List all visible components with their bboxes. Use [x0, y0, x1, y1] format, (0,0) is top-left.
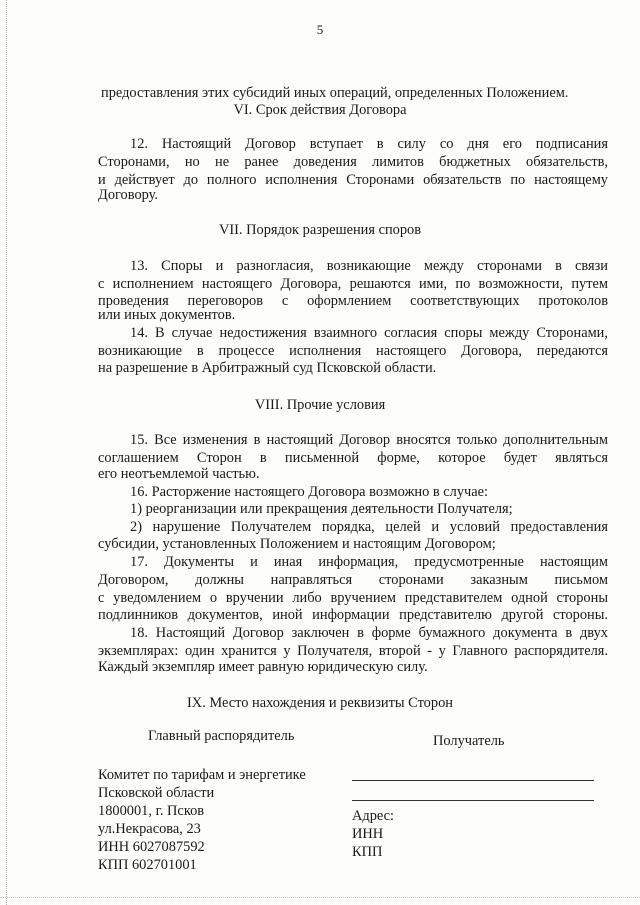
paragraph-16-line-2: 1) реорганизации или прекращения деятельности Получателя;: [130, 501, 513, 517]
right-inn-label: ИНН: [352, 826, 384, 842]
paragraph-13-line-3: проведения переговоров с оформлением соответствующих протоколов: [98, 293, 608, 309]
left-org-line-1: Комитет по тарифам и энергетике: [98, 767, 306, 783]
paragraph-15-line-1: 15. Все изменения в настоящий Договор вносятся только дополнительным: [130, 432, 608, 448]
paragraph-12-line-4: Договору.: [98, 187, 158, 203]
paragraph-14-line-3: на разрешение в Арбитражный суд Псковской области.: [98, 360, 437, 376]
paragraph-13-line-1: 13. Споры и разногласия, возникающие между сторонами в связи: [130, 258, 608, 274]
left-org-line-2: Псковской области: [98, 785, 215, 801]
right-blank-line-1: [352, 780, 594, 781]
right-address-label: Адрес:: [352, 808, 395, 824]
paragraph-13-line-4: или иных документов.: [98, 307, 236, 323]
paragraph-15-line-2: соглашением Сторон в письменной форме, которое будет являться: [98, 450, 608, 466]
left-postal-index: 1800001, г. Псков: [98, 803, 205, 819]
paragraph-16-line-1: 16. Расторжение настоящего Договора возможно в случае:: [130, 484, 489, 500]
paragraph-15-line-3: его неотъемлемой частью.: [98, 466, 260, 482]
paragraph-16-line-3: 2) нарушение Получателем порядка, целей и условий предоставления: [130, 519, 608, 535]
left-street: ул.Некрасова, 23: [98, 821, 201, 837]
left-inn: ИНН 6027087592: [98, 839, 205, 855]
text-line: предоставления этих субсидий иных операций, определенных Положением.: [101, 85, 569, 101]
paragraph-14-line-1: 14. В случае недостижения взаимного согласия споры между Сторонами,: [130, 325, 608, 341]
page-number: 5: [316, 22, 324, 37]
section-heading-vii: VII. Порядок разрешения споров: [218, 222, 422, 238]
paragraph-17-line-4: подлинников документов, иной информации представителю другой стороны.: [98, 607, 608, 623]
paragraph-12-line-3: и действует до полного исполнения Сторонами обязательств по настоящему: [98, 172, 608, 188]
paragraph-18-line-2: экземплярах: один хранится у Получателя, второй - у Главного распорядителя.: [98, 643, 608, 659]
paragraph-13-line-2: с исполнением настоящего Договора, решаются ими, по возможности, путем: [98, 276, 608, 292]
right-blank-line-2: [352, 800, 594, 801]
paragraph-17-line-3: с уведомлением о вручении либо вручением представителем одной стороны: [98, 590, 608, 606]
paragraph-12-line-2: Сторонами, но не ранее доведения лимитов бюджетных обязательств,: [98, 154, 608, 170]
scan-edge-bottom: [0, 897, 640, 899]
paragraph-18-line-3: Каждый экземпляр имеет равную юридическую силу.: [98, 659, 428, 675]
section-heading-viii: VIII. Прочие условия: [254, 397, 386, 413]
section-heading-ix: IX. Место нахождения и реквизиты Сторон: [187, 695, 453, 711]
party-left-title: Главный распорядитель: [148, 728, 295, 744]
paragraph-16-line-4: субсидии, установленных Положением и настоящим Договором;: [98, 536, 496, 552]
paragraph-18-line-1: 18. Настоящий Договор заключен в форме бумажного документа в двух: [130, 625, 608, 641]
scan-edge-left: [6, 0, 8, 905]
section-heading-vi: VI. Срок действия Договора: [233, 102, 407, 118]
party-right-title: Получатель: [433, 733, 505, 749]
paragraph-14-line-2: возникающие в процессе исполнения настоящего Договора, передаются: [98, 343, 608, 359]
right-kpp-label: КПП: [352, 844, 383, 860]
paragraph-17-line-1: 17. Документы и иная информация, предусмотренные настоящим: [130, 554, 608, 570]
paragraph-12-line-1: 12. Настоящий Договор вступает в силу со дня его подписания: [130, 136, 608, 152]
paragraph-17-line-2: Договором, должны направляться сторонами заказным письмом: [98, 572, 608, 588]
left-kpp: КПП 602701001: [98, 857, 197, 873]
